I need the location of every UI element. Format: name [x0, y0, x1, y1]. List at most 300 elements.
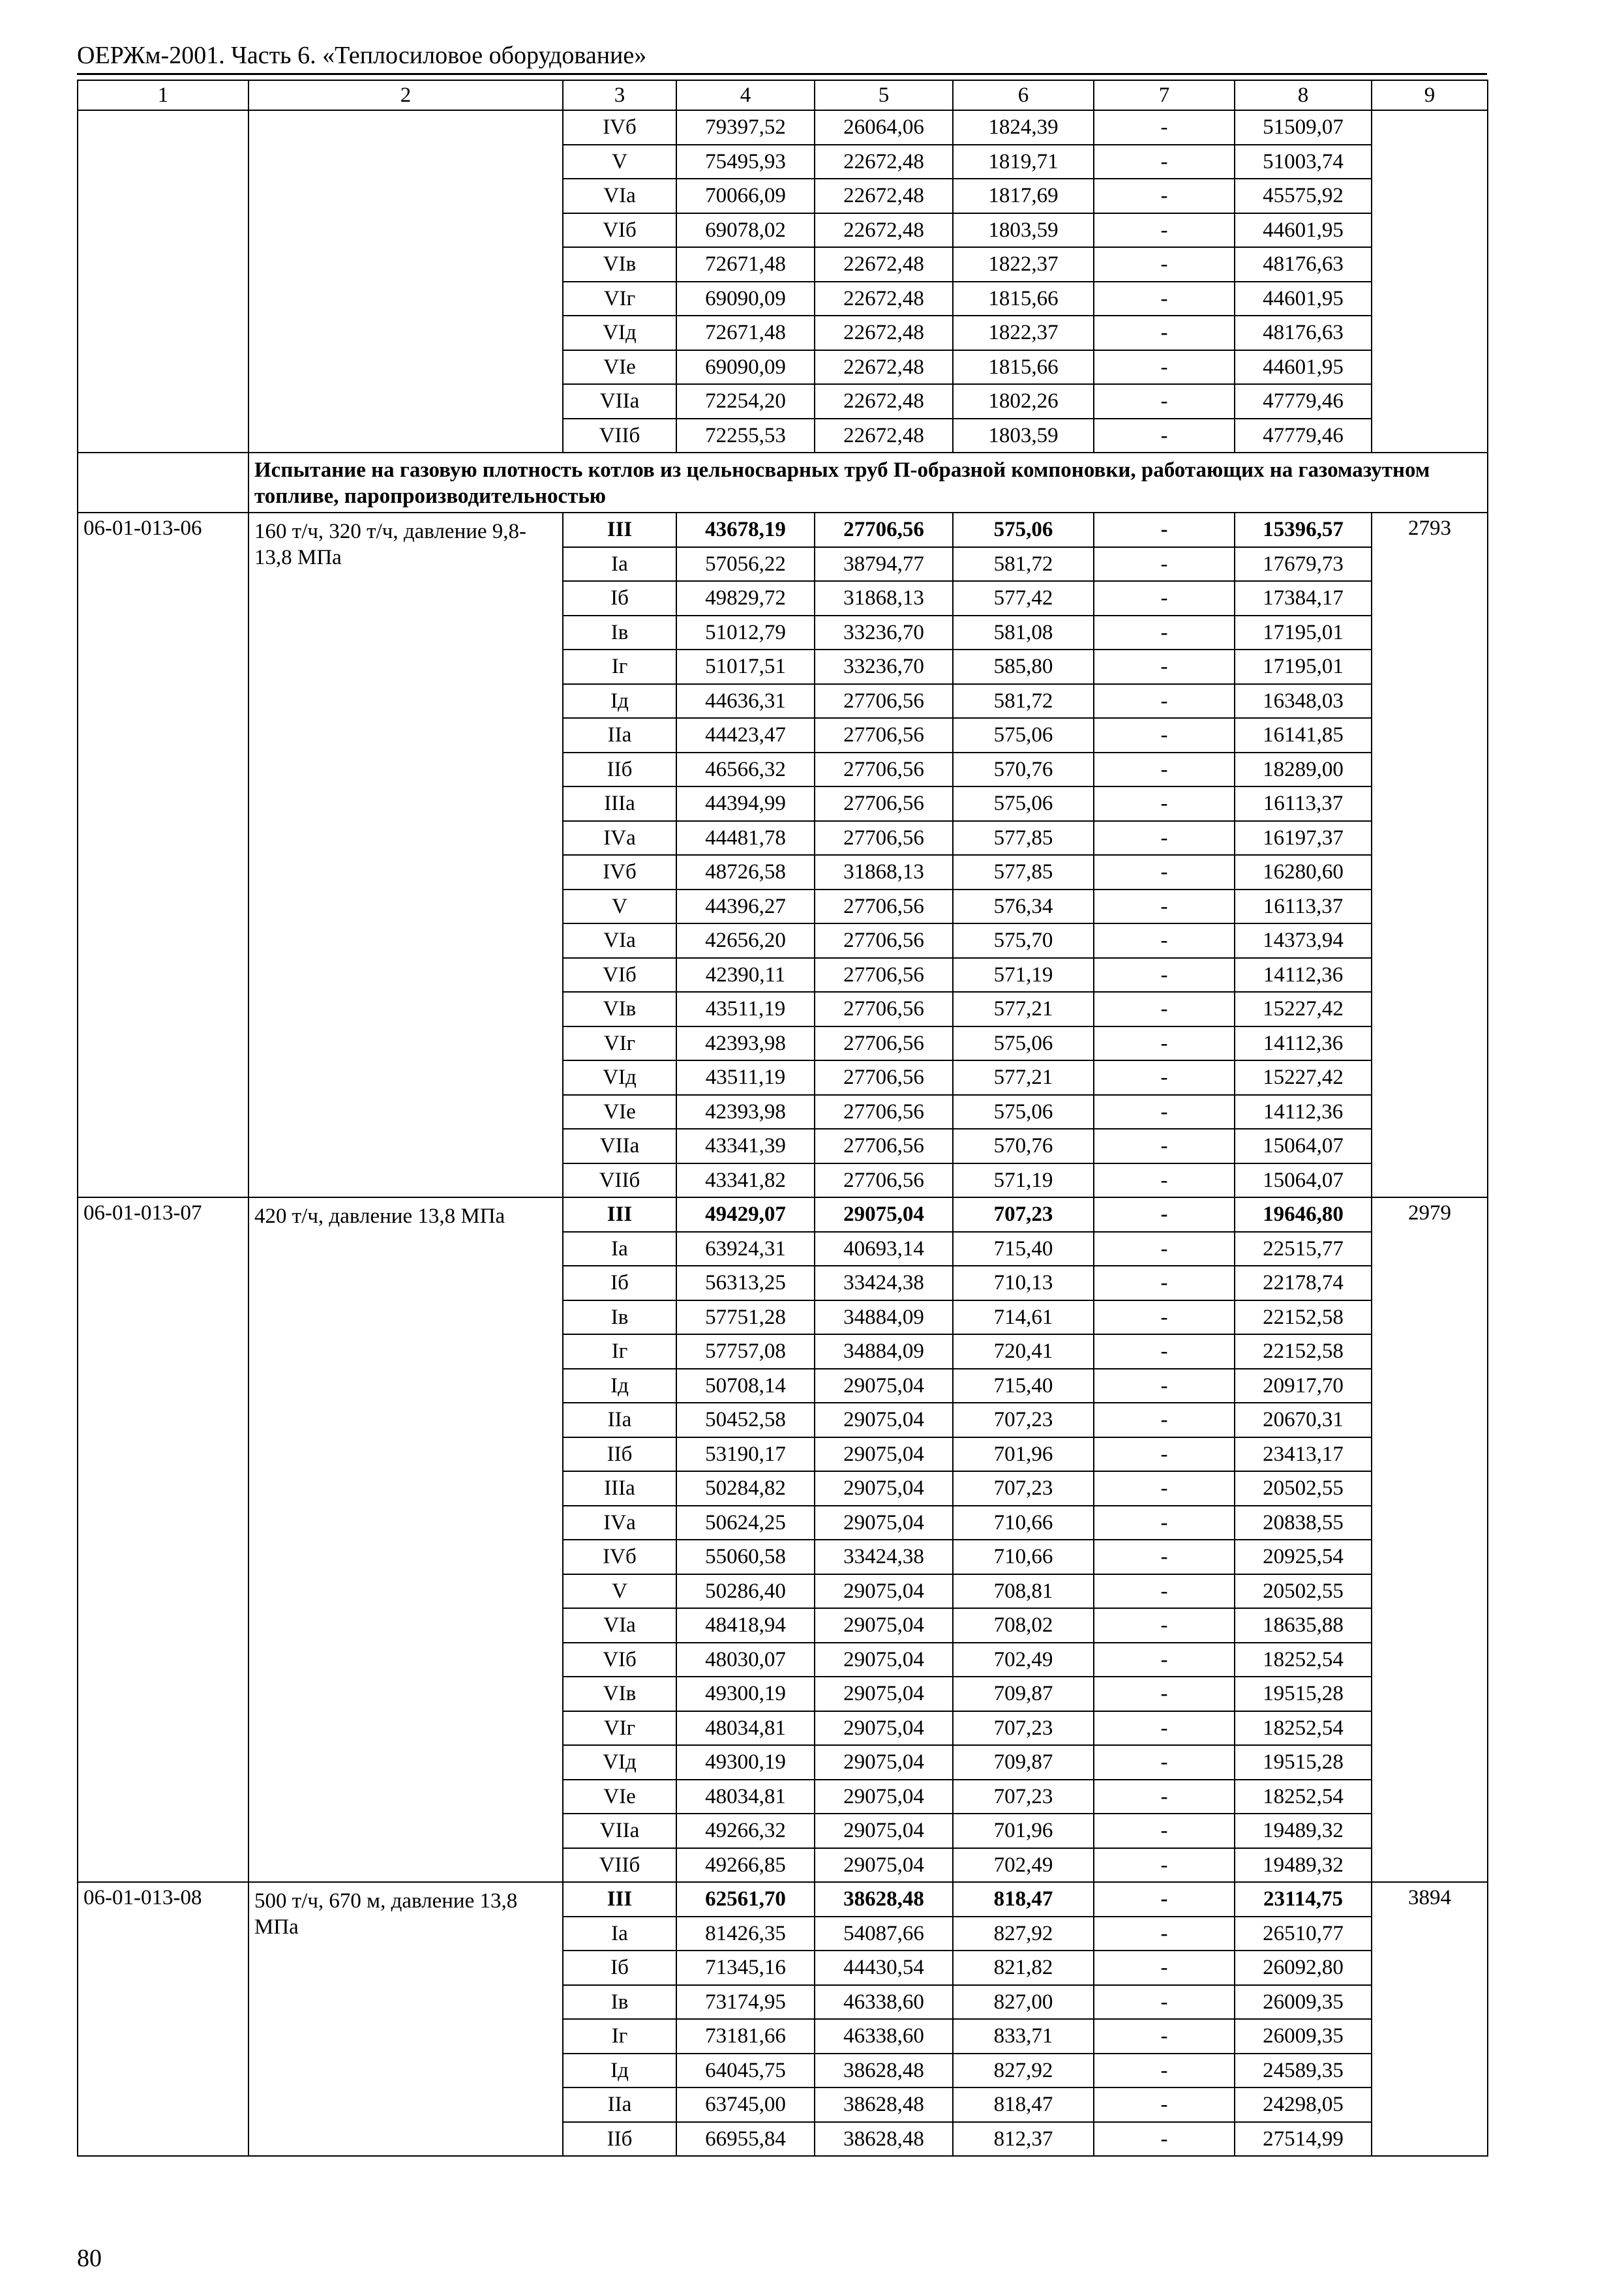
materials-cost-cell: 20838,55	[1235, 1506, 1372, 1540]
materials-cost-cell: 15227,42	[1235, 992, 1372, 1026]
labor-cost-cell: 27706,56	[815, 1095, 953, 1130]
driver-wage-cell: -	[1094, 1540, 1235, 1574]
cost-total-cell: 43341,82	[676, 1163, 815, 1198]
machine-cost-cell: 702,49	[953, 1643, 1094, 1677]
cost-index-cell: Iб	[563, 581, 676, 616]
rates-table-body	[78, 80, 1488, 2156]
driver-wage-cell: -	[1094, 1608, 1235, 1643]
cost-index-cell: VIа	[563, 1608, 676, 1643]
cost-total-cell: 50452,58	[676, 1403, 815, 1437]
materials-cost-cell: 24298,05	[1235, 2087, 1372, 2122]
cost-total-cell: 71345,16	[676, 1951, 815, 1985]
column-number: 8	[1235, 80, 1372, 110]
labor-cost-cell: 54087,66	[815, 1917, 953, 1951]
cost-index-cell: III	[563, 1197, 676, 1232]
labor-cost-cell: 29075,04	[815, 1745, 953, 1780]
materials-cost-cell: 51509,07	[1235, 110, 1372, 145]
labor-cost-cell: 38628,48	[815, 2087, 953, 2122]
cost-total-cell: 73174,95	[676, 1985, 815, 2020]
machine-cost-cell: 827,92	[953, 1917, 1094, 1951]
cost-total-cell: 44396,27	[676, 890, 815, 924]
cost-index-cell: VIб	[563, 213, 676, 248]
column-number: 4	[676, 80, 815, 110]
cost-index-cell: VIд	[563, 1060, 676, 1095]
materials-cost-cell: 17195,01	[1235, 650, 1372, 684]
cost-total-cell: 43511,19	[676, 1060, 815, 1095]
cost-index-cell: Iв	[563, 1300, 676, 1335]
machine-cost-cell: 581,72	[953, 547, 1094, 582]
machine-cost-cell: 827,00	[953, 1985, 1094, 2020]
header-rule	[77, 73, 1487, 75]
section-heading-row	[78, 453, 1488, 513]
materials-cost-cell: 16197,37	[1235, 821, 1372, 856]
driver-wage-cell: -	[1094, 350, 1235, 385]
cost-index-cell: Iб	[563, 1951, 676, 1985]
table-row	[78, 110, 1488, 145]
materials-cost-cell: 15396,57	[1235, 513, 1372, 547]
machine-cost-cell: 571,19	[953, 958, 1094, 993]
section-heading-empty-cell	[78, 453, 248, 513]
page-number: 80	[77, 2245, 102, 2272]
cost-index-cell: VIIб	[563, 1163, 676, 1198]
cost-index-cell: IIб	[563, 753, 676, 787]
machine-cost-cell: 827,92	[953, 2054, 1094, 2088]
cost-total-cell: 72671,48	[676, 316, 815, 350]
cost-index-cell: IVа	[563, 1506, 676, 1540]
labor-cost-cell: 29075,04	[815, 1471, 953, 1506]
materials-cost-cell: 47779,46	[1235, 419, 1372, 453]
materials-cost-cell: 18252,54	[1235, 1711, 1372, 1746]
materials-cost-cell: 17195,01	[1235, 616, 1372, 650]
driver-wage-cell: -	[1094, 316, 1235, 350]
labor-cost-cell: 29075,04	[815, 1506, 953, 1540]
materials-cost-cell: 19515,28	[1235, 1677, 1372, 1711]
machine-cost-cell: 577,85	[953, 821, 1094, 856]
cost-index-cell: IIа	[563, 1403, 676, 1437]
labor-cost-cell: 38628,48	[815, 2122, 953, 2157]
cost-index-cell: IIа	[563, 718, 676, 753]
materials-cost-cell: 16348,03	[1235, 684, 1372, 719]
driver-wage-cell: -	[1094, 855, 1235, 890]
labor-cost-cell: 27706,56	[815, 890, 953, 924]
driver-wage-cell: -	[1094, 1232, 1235, 1266]
driver-wage-cell: -	[1094, 1745, 1235, 1780]
materials-cost-cell: 15064,07	[1235, 1163, 1372, 1198]
cost-index-cell: V	[563, 890, 676, 924]
cost-total-cell: 63745,00	[676, 2087, 815, 2122]
labor-cost-cell: 22672,48	[815, 419, 953, 453]
machine-cost-cell: 581,08	[953, 616, 1094, 650]
labor-cost-cell: 38628,48	[815, 2054, 953, 2088]
machine-cost-cell: 818,47	[953, 1882, 1094, 1917]
cost-total-cell: 70066,09	[676, 179, 815, 213]
cost-total-cell: 50284,82	[676, 1471, 815, 1506]
driver-wage-cell: -	[1094, 1506, 1235, 1540]
labor-cost-cell: 29075,04	[815, 1780, 953, 1814]
labor-cost-cell: 33236,70	[815, 650, 953, 684]
cost-total-cell: 43341,39	[676, 1129, 815, 1163]
cost-index-cell: VIе	[563, 350, 676, 385]
labor-cost-cell: 27706,56	[815, 1026, 953, 1061]
driver-wage-cell: -	[1094, 1300, 1235, 1335]
driver-wage-cell: -	[1094, 684, 1235, 719]
machine-cost-cell: 1815,66	[953, 282, 1094, 316]
materials-cost-cell: 22152,58	[1235, 1334, 1372, 1369]
driver-wage-cell: -	[1094, 1095, 1235, 1130]
driver-wage-cell: -	[1094, 786, 1235, 821]
machine-cost-cell: 715,40	[953, 1232, 1094, 1266]
driver-wage-cell: -	[1094, 1643, 1235, 1677]
machine-cost-cell: 710,13	[953, 1266, 1094, 1300]
cost-total-cell: 72671,48	[676, 247, 815, 282]
machine-cost-cell: 707,23	[953, 1711, 1094, 1746]
cost-total-cell: 69078,02	[676, 213, 815, 248]
machine-cost-cell: 1815,66	[953, 350, 1094, 385]
driver-wage-cell: -	[1094, 213, 1235, 248]
cost-index-cell: Iа	[563, 547, 676, 582]
rate-total: 3894	[1372, 1882, 1488, 2156]
labor-cost-cell: 29075,04	[815, 1848, 953, 1883]
rate-code: 06-01-013-07	[78, 1197, 248, 1882]
cost-index-cell: IIIа	[563, 1471, 676, 1506]
materials-cost-cell: 19489,32	[1235, 1814, 1372, 1848]
labor-cost-cell: 22672,48	[815, 247, 953, 282]
cost-total-cell: 50708,14	[676, 1369, 815, 1403]
driver-wage-cell: -	[1094, 247, 1235, 282]
driver-wage-cell: -	[1094, 384, 1235, 419]
machine-cost-cell: 571,19	[953, 1163, 1094, 1198]
materials-cost-cell: 22178,74	[1235, 1266, 1372, 1300]
driver-wage-cell: -	[1094, 821, 1235, 856]
total-cell	[1372, 110, 1488, 453]
rate-description: 160 т/ч, 320 т/ч, давление 9,8-13,8 МПа	[248, 513, 563, 1197]
machine-cost-cell: 702,49	[953, 1848, 1094, 1883]
labor-cost-cell: 29075,04	[815, 1574, 953, 1609]
cost-index-cell: Iд	[563, 1369, 676, 1403]
cost-total-cell: 48034,81	[676, 1780, 815, 1814]
labor-cost-cell: 22672,48	[815, 350, 953, 385]
materials-cost-cell: 17679,73	[1235, 547, 1372, 582]
driver-wage-cell: -	[1094, 650, 1235, 684]
labor-cost-cell: 29075,04	[815, 1608, 953, 1643]
labor-cost-cell: 22672,48	[815, 213, 953, 248]
labor-cost-cell: 27706,56	[815, 1060, 953, 1095]
materials-cost-cell: 47779,46	[1235, 384, 1372, 419]
labor-cost-cell: 31868,13	[815, 855, 953, 890]
materials-cost-cell: 23413,17	[1235, 1437, 1372, 1472]
cost-total-cell: 44423,47	[676, 718, 815, 753]
column-number-row	[78, 80, 1488, 110]
machine-cost-cell: 1824,39	[953, 110, 1094, 145]
cost-index-cell: Iг	[563, 2019, 676, 2054]
driver-wage-cell: -	[1094, 2054, 1235, 2088]
driver-wage-cell: -	[1094, 1403, 1235, 1437]
cost-index-cell: III	[563, 1882, 676, 1917]
labor-cost-cell: 27706,56	[815, 753, 953, 787]
table-row	[78, 513, 1488, 547]
cost-index-cell: VIе	[563, 1095, 676, 1130]
labor-cost-cell: 40693,14	[815, 1232, 953, 1266]
driver-wage-cell: -	[1094, 1780, 1235, 1814]
labor-cost-cell: 27706,56	[815, 923, 953, 958]
machine-cost-cell: 1819,71	[953, 145, 1094, 179]
labor-cost-cell: 27706,56	[815, 513, 953, 547]
machine-cost-cell: 577,21	[953, 1060, 1094, 1095]
materials-cost-cell: 26009,35	[1235, 1985, 1372, 2020]
rate-code: 06-01-013-08	[78, 1882, 248, 2156]
materials-cost-cell: 26009,35	[1235, 2019, 1372, 2054]
column-number: 3	[563, 80, 676, 110]
labor-cost-cell: 22672,48	[815, 384, 953, 419]
cost-index-cell: IIб	[563, 2122, 676, 2157]
cost-total-cell: 72255,53	[676, 419, 815, 453]
labor-cost-cell: 29075,04	[815, 1711, 953, 1746]
machine-cost-cell: 707,23	[953, 1471, 1094, 1506]
cost-total-cell: 49829,72	[676, 581, 815, 616]
cost-total-cell: 69090,09	[676, 350, 815, 385]
materials-cost-cell: 17384,17	[1235, 581, 1372, 616]
machine-cost-cell: 1817,69	[953, 179, 1094, 213]
materials-cost-cell: 27514,99	[1235, 2122, 1372, 2157]
cost-total-cell: 42390,11	[676, 958, 815, 993]
materials-cost-cell: 20917,70	[1235, 1369, 1372, 1403]
cost-total-cell: 42393,98	[676, 1026, 815, 1061]
materials-cost-cell: 22515,77	[1235, 1232, 1372, 1266]
driver-wage-cell: -	[1094, 1677, 1235, 1711]
cost-total-cell: 48418,94	[676, 1608, 815, 1643]
cost-total-cell: 44394,99	[676, 786, 815, 821]
machine-cost-cell: 707,23	[953, 1197, 1094, 1232]
machine-cost-cell: 708,02	[953, 1608, 1094, 1643]
cost-total-cell: 57056,22	[676, 547, 815, 582]
cost-index-cell: V	[563, 1574, 676, 1609]
driver-wage-cell: -	[1094, 1471, 1235, 1506]
machine-cost-cell: 1803,59	[953, 213, 1094, 248]
labor-cost-cell: 29075,04	[815, 1437, 953, 1472]
cost-index-cell: Iв	[563, 1985, 676, 2020]
machine-cost-cell: 575,06	[953, 718, 1094, 753]
labor-cost-cell: 29075,04	[815, 1403, 953, 1437]
driver-wage-cell: -	[1094, 1917, 1235, 1951]
cost-total-cell: 81426,35	[676, 1917, 815, 1951]
materials-cost-cell: 19489,32	[1235, 1848, 1372, 1883]
cost-index-cell: VIIа	[563, 1814, 676, 1848]
labor-cost-cell: 27706,56	[815, 1163, 953, 1198]
materials-cost-cell: 26092,80	[1235, 1951, 1372, 1985]
driver-wage-cell: -	[1094, 753, 1235, 787]
driver-wage-cell: -	[1094, 923, 1235, 958]
rate-total: 2979	[1372, 1197, 1488, 1882]
materials-cost-cell: 14112,36	[1235, 1026, 1372, 1061]
labor-cost-cell: 22672,48	[815, 282, 953, 316]
table-row	[78, 1882, 1488, 1917]
cost-total-cell: 53190,17	[676, 1437, 815, 1472]
driver-wage-cell: -	[1094, 616, 1235, 650]
driver-wage-cell: -	[1094, 718, 1235, 753]
machine-cost-cell: 701,96	[953, 1437, 1094, 1472]
cost-index-cell: VIа	[563, 923, 676, 958]
cost-index-cell: V	[563, 145, 676, 179]
driver-wage-cell: -	[1094, 145, 1235, 179]
machine-cost-cell: 576,34	[953, 890, 1094, 924]
labor-cost-cell: 29075,04	[815, 1814, 953, 1848]
cost-index-cell: VIд	[563, 316, 676, 350]
driver-wage-cell: -	[1094, 958, 1235, 993]
cost-index-cell: VIв	[563, 247, 676, 282]
cost-index-cell: IVб	[563, 855, 676, 890]
labor-cost-cell: 38628,48	[815, 1882, 953, 1917]
cost-total-cell: 72254,20	[676, 384, 815, 419]
labor-cost-cell: 27706,56	[815, 1129, 953, 1163]
cost-index-cell: VIг	[563, 282, 676, 316]
labor-cost-cell: 27706,56	[815, 821, 953, 856]
cost-index-cell: Iа	[563, 1917, 676, 1951]
machine-cost-cell: 575,06	[953, 1026, 1094, 1061]
cost-total-cell: 44481,78	[676, 821, 815, 856]
cost-index-cell: VIIа	[563, 384, 676, 419]
materials-cost-cell: 26510,77	[1235, 1917, 1372, 1951]
cost-total-cell: 50624,25	[676, 1506, 815, 1540]
machine-cost-cell: 570,76	[953, 1129, 1094, 1163]
cost-total-cell: 44636,31	[676, 684, 815, 719]
machine-cost-cell: 812,37	[953, 2122, 1094, 2157]
rate-description: 500 т/ч, 670 м, давление 13,8 МПа	[248, 1882, 563, 2156]
labor-cost-cell: 29075,04	[815, 1369, 953, 1403]
machine-cost-cell: 709,87	[953, 1677, 1094, 1711]
driver-wage-cell: -	[1094, 2087, 1235, 2122]
driver-wage-cell: -	[1094, 1369, 1235, 1403]
machine-cost-cell: 833,71	[953, 2019, 1094, 2054]
driver-wage-cell: -	[1094, 581, 1235, 616]
driver-wage-cell: -	[1094, 2019, 1235, 2054]
materials-cost-cell: 45575,92	[1235, 179, 1372, 213]
cost-total-cell: 50286,40	[676, 1574, 815, 1609]
cost-total-cell: 42656,20	[676, 923, 815, 958]
cost-index-cell: Iд	[563, 2054, 676, 2088]
labor-cost-cell: 31868,13	[815, 581, 953, 616]
driver-wage-cell: -	[1094, 1951, 1235, 1985]
cost-total-cell: 51012,79	[676, 616, 815, 650]
materials-cost-cell: 18252,54	[1235, 1780, 1372, 1814]
labor-cost-cell: 46338,60	[815, 1985, 953, 2020]
materials-cost-cell: 15227,42	[1235, 1060, 1372, 1095]
cost-total-cell: 51017,51	[676, 650, 815, 684]
cost-index-cell: VIв	[563, 1677, 676, 1711]
labor-cost-cell: 34884,09	[815, 1334, 953, 1369]
cost-index-cell: VIIб	[563, 1848, 676, 1883]
materials-cost-cell: 51003,74	[1235, 145, 1372, 179]
cost-total-cell: 43511,19	[676, 992, 815, 1026]
machine-cost-cell: 818,47	[953, 2087, 1094, 2122]
machine-cost-cell: 575,70	[953, 923, 1094, 958]
materials-cost-cell: 19515,28	[1235, 1745, 1372, 1780]
machine-cost-cell: 709,87	[953, 1745, 1094, 1780]
cost-index-cell: Iв	[563, 616, 676, 650]
machine-cost-cell: 1822,37	[953, 316, 1094, 350]
cost-index-cell: VIб	[563, 1643, 676, 1677]
machine-cost-cell: 710,66	[953, 1506, 1094, 1540]
driver-wage-cell: -	[1094, 1266, 1235, 1300]
driver-wage-cell: -	[1094, 513, 1235, 547]
labor-cost-cell: 26064,06	[815, 110, 953, 145]
materials-cost-cell: 24589,35	[1235, 2054, 1372, 2088]
machine-cost-cell: 577,42	[953, 581, 1094, 616]
cost-total-cell: 49300,19	[676, 1677, 815, 1711]
labor-cost-cell: 33424,38	[815, 1540, 953, 1574]
cost-total-cell: 48030,07	[676, 1643, 815, 1677]
driver-wage-cell: -	[1094, 1129, 1235, 1163]
driver-wage-cell: -	[1094, 282, 1235, 316]
materials-cost-cell: 48176,63	[1235, 247, 1372, 282]
rate-code: 06-01-013-06	[78, 513, 248, 1197]
rate-total: 2793	[1372, 513, 1488, 1197]
column-number: 7	[1094, 80, 1235, 110]
materials-cost-cell: 20670,31	[1235, 1403, 1372, 1437]
labor-cost-cell: 46338,60	[815, 2019, 953, 2054]
driver-wage-cell: -	[1094, 890, 1235, 924]
materials-cost-cell: 16113,37	[1235, 890, 1372, 924]
materials-cost-cell: 15064,07	[1235, 1129, 1372, 1163]
labor-cost-cell: 27706,56	[815, 718, 953, 753]
driver-wage-cell: -	[1094, 1814, 1235, 1848]
labor-cost-cell: 22672,48	[815, 316, 953, 350]
cost-index-cell: Iд	[563, 684, 676, 719]
materials-cost-cell: 20502,55	[1235, 1574, 1372, 1609]
cost-total-cell: 57757,08	[676, 1334, 815, 1369]
machine-cost-cell: 577,21	[953, 992, 1094, 1026]
labor-cost-cell: 27706,56	[815, 786, 953, 821]
driver-wage-cell: -	[1094, 992, 1235, 1026]
machine-cost-cell: 821,82	[953, 1951, 1094, 1985]
cost-total-cell: 48034,81	[676, 1711, 815, 1746]
cost-index-cell: VIг	[563, 1026, 676, 1061]
cost-total-cell: 75495,93	[676, 145, 815, 179]
cost-index-cell: IIIа	[563, 786, 676, 821]
page-header-title: ОЕРЖм-2001. Часть 6. «Теплосиловое оборудование»	[77, 42, 647, 69]
cost-index-cell: IIа	[563, 2087, 676, 2122]
cost-index-cell: VIе	[563, 1780, 676, 1814]
cost-total-cell: 64045,75	[676, 2054, 815, 2088]
materials-cost-cell: 44601,95	[1235, 282, 1372, 316]
labor-cost-cell: 22672,48	[815, 145, 953, 179]
cost-index-cell: IIб	[563, 1437, 676, 1472]
driver-wage-cell: -	[1094, 1437, 1235, 1472]
cost-total-cell: 46566,32	[676, 753, 815, 787]
description-cell	[248, 110, 563, 453]
machine-cost-cell: 570,76	[953, 753, 1094, 787]
cost-total-cell: 79397,52	[676, 110, 815, 145]
labor-cost-cell: 29075,04	[815, 1197, 953, 1232]
machine-cost-cell: 710,66	[953, 1540, 1094, 1574]
machine-cost-cell: 581,72	[953, 684, 1094, 719]
materials-cost-cell: 14112,36	[1235, 1095, 1372, 1130]
labor-cost-cell: 27706,56	[815, 684, 953, 719]
driver-wage-cell: -	[1094, 419, 1235, 453]
cost-index-cell: Iг	[563, 1334, 676, 1369]
driver-wage-cell: -	[1094, 1882, 1235, 1917]
cost-index-cell: VIа	[563, 179, 676, 213]
cost-total-cell: 69090,09	[676, 282, 815, 316]
cost-total-cell: 49266,85	[676, 1848, 815, 1883]
cost-total-cell: 55060,58	[676, 1540, 815, 1574]
materials-cost-cell: 16113,37	[1235, 786, 1372, 821]
rates-table	[77, 80, 1488, 2157]
column-number: 6	[953, 80, 1094, 110]
cost-total-cell: 73181,66	[676, 2019, 815, 2054]
cost-index-cell: IVб	[563, 110, 676, 145]
cost-total-cell: 63924,31	[676, 1232, 815, 1266]
cost-index-cell: VIв	[563, 992, 676, 1026]
